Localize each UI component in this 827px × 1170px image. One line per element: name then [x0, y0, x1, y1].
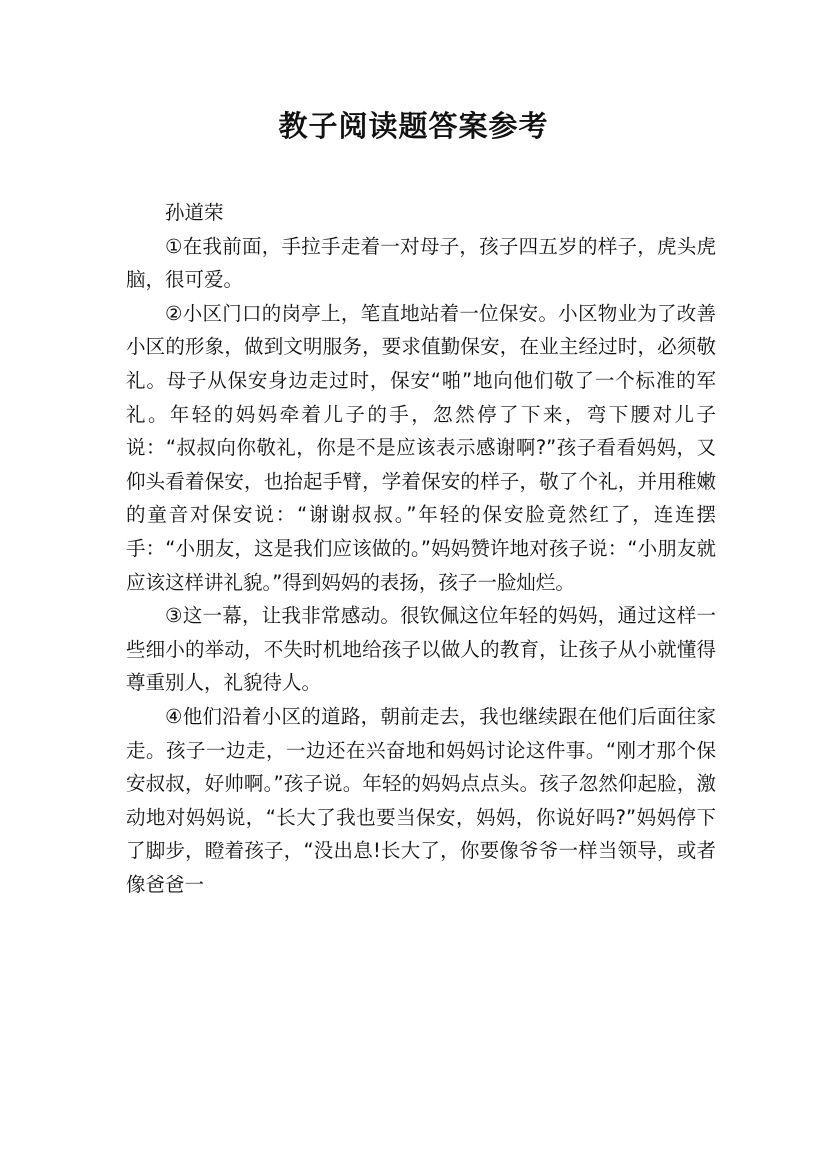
paragraph-4: ④他们沿着小区的道路，朝前走去，我也继续跟在他们后面往家走。孩子一边走，一边还在兴奋地和妈妈讨论这件事。“刚才那个保安叔叔，好帅啊。”孩子说。年轻的妈妈点点头。孩子忽然仰起脸，激动地对妈妈说，“长大了我也要当保安，妈妈，你说好吗?”妈妈停下了脚步，瞪着孩子，“没出息!长大了，你要像爷爷一样当领导，或者像爸爸一: [126, 704, 716, 896]
paragraph-1: ①在我前面，手拉手走着一对母子，孩子四五岁的样子，虎头虎脑，很可爱。: [126, 234, 716, 292]
paragraph-2: ②小区门口的岗亭上，笔直地站着一位保安。小区物业为了改善小区的形象，做到文明服务，要求值勤保安，在业主经过时，必须敬礼。母子从保安身边走过时，保安“啪”地向他们敬了一个标准的军礼。年轻的妈妈牵着儿子的手，忽然停了下来，弯下腰对儿子说：“叔叔向你敬礼，你是不是应该表示感谢啊?”孩子看看妈妈，又仰头看着保安，也抬起手臂，学着保安的样子，敬了个礼，并用稚嫩的童音对保安说：“谢谢叔叔。”年轻的保安脸竟然红了，连连摆手：“小朋友，这是我们应该做的。”妈妈赞许地对孩子说：“小朋友就应该这样讲礼貌。”得到妈妈的表扬，孩子一脸灿烂。: [126, 301, 716, 594]
document-title: 教子阅读题答案参考: [278, 109, 549, 143]
article-body: [126, 196, 716, 901]
paragraph-3: ③这一幕，让我非常感动。很钦佩这位年轻的妈妈，通过这样一些细小的举动，不失时机地给孩子以做人的教育，让孩子从小就懂得尊重别人，礼貌待人。: [126, 604, 716, 695]
author-line: 孙道荣: [165, 201, 224, 224]
